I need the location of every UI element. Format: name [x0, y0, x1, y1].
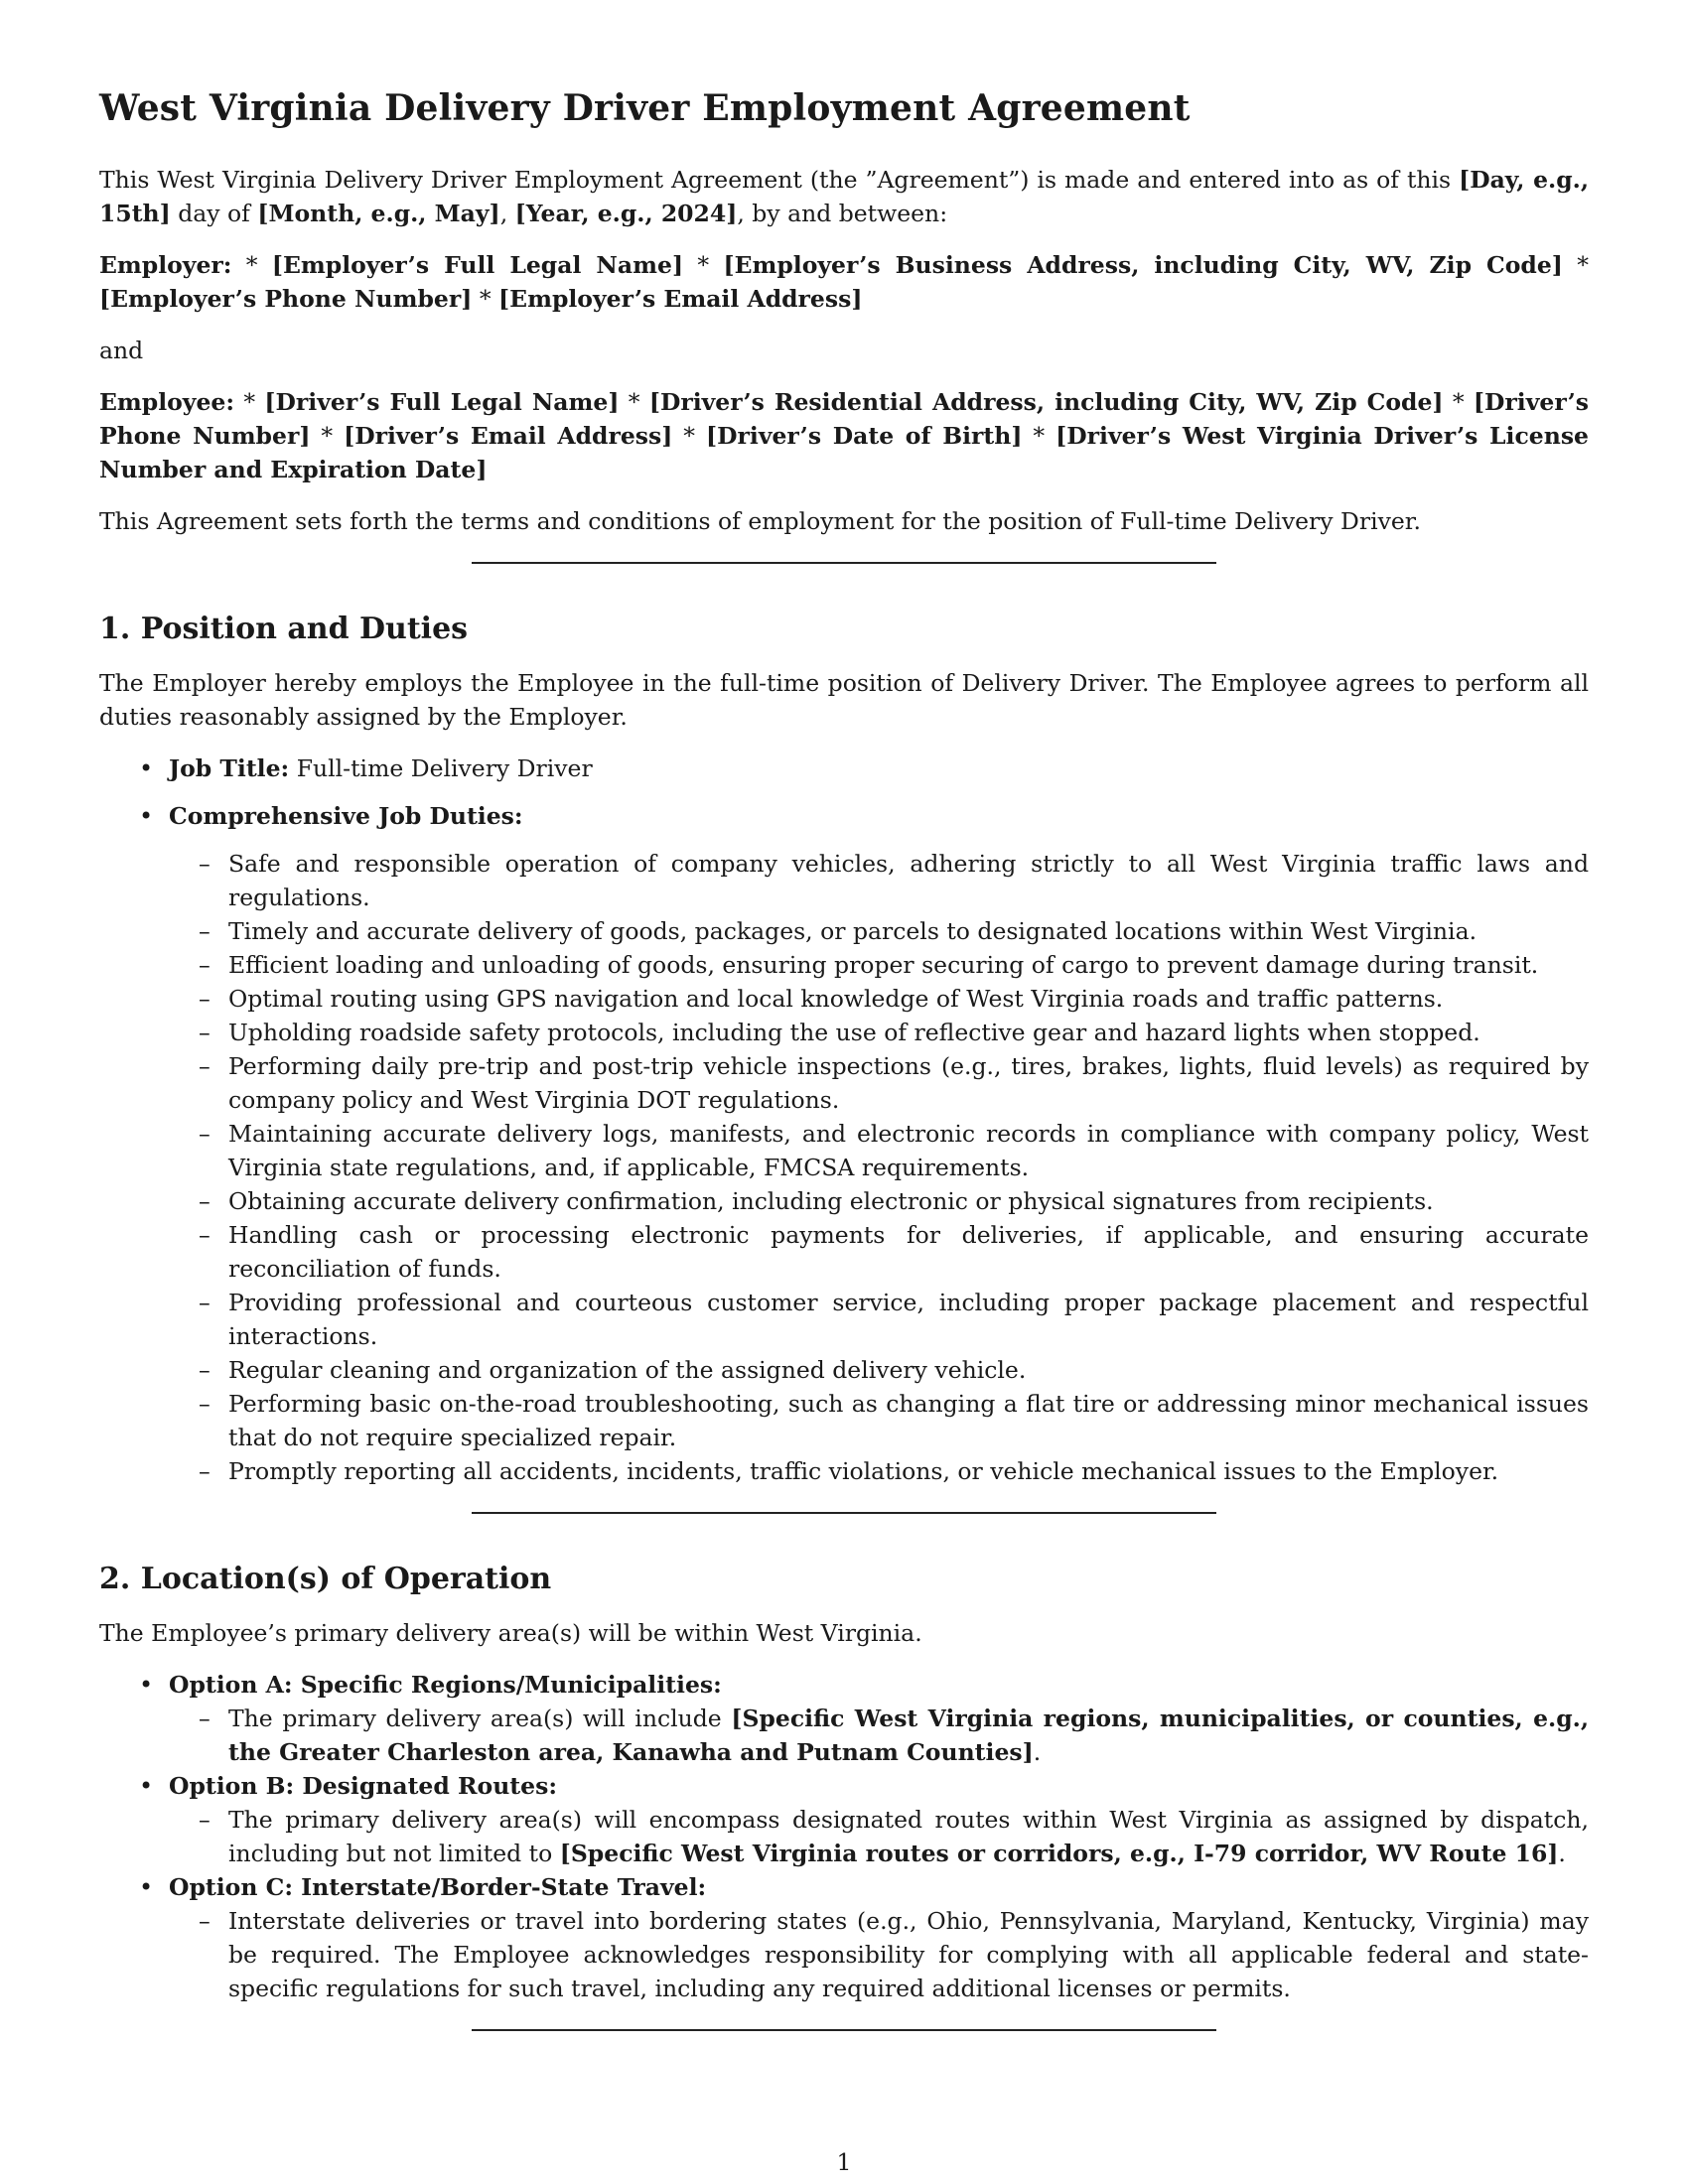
employer-name-field: [Employer’s Full Legal Name]	[271, 251, 684, 279]
employee-phone-field: [Driver’s Phone Number]	[99, 388, 1589, 450]
duty-item: – Providing professional and courteous customer service, including proper package placement and respectful interactions.	[228, 1286, 1589, 1353]
option-c-text: – Interstate deliveries or travel into bordering states (e.g., Ohio, Pennsylvania, Maryland, Kentucky, Virginia) may be required. The Employee acknowledges responsibility for complying with all applicable federal and state-specific regulations for such travel, including any required additional licenses or permits.	[228, 1904, 1589, 2005]
option-a-tail: .	[1033, 1738, 1042, 1766]
option-b-tail: .	[1558, 1840, 1566, 1867]
employee-address-field: [Driver’s Residential Address, including City, WV, Zip Code]	[648, 388, 1444, 416]
section-divider	[472, 562, 1216, 564]
section-1-heading: 1. Position and Duties	[99, 612, 469, 646]
regions-placeholder: [Specific West Virginia regions, municipalities, or counties, e.g., the Greater Charleston area, Kanawha and Putnam Counties]	[228, 1705, 1589, 1766]
option-a-label: Option A: Specific Regions/Municipalities:	[169, 1671, 722, 1699]
section-divider	[472, 1512, 1216, 1514]
routes-placeholder: [Specific West Virginia routes or corridors, e.g., I-79 corridor, WV Route 16]	[559, 1840, 1559, 1867]
option-a-text	[228, 1702, 1589, 1769]
employer-label: Employer:	[99, 251, 232, 279]
duty-item: – Safe and responsible operation of company vehicles, adhering strictly to all West Virginia traffic laws and regulations.	[228, 847, 1589, 914]
option-a-item	[169, 1668, 1589, 1769]
option-b-text	[228, 1803, 1589, 1870]
option-b-item	[169, 1769, 1589, 1870]
duty-item: – Regular cleaning and organization of the assigned delivery vehicle.	[228, 1353, 1589, 1387]
duty-item: – Performing basic on-the-road troubleshooting, such as changing a flat tire or addressing minor mechanical issues that do not require specialized repair.	[228, 1387, 1589, 1454]
employee-name-field: [Driver’s Full Legal Name]	[264, 388, 620, 416]
page-number: 1	[836, 2148, 852, 2176]
employer-phone-field: [Employer’s Phone Number]	[99, 285, 473, 313]
intro-text: ,	[499, 200, 515, 227]
option-b-label: Option B: Designated Routes:	[169, 1772, 557, 1800]
option-c-label: Option C: Interstate/Border-State Travel:	[169, 1873, 707, 1901]
employee-email-field: [Driver’s Email Address]	[344, 422, 673, 450]
job-title-value: Full-time Delivery Driver	[289, 754, 593, 782]
duty-item: – Obtaining accurate delivery confirmation, including electronic or physical signatures from recipients.	[228, 1184, 1589, 1218]
duty-item: – Optimal routing using GPS navigation and local knowledge of West Virginia roads and traffic patterns.	[228, 982, 1589, 1016]
month-placeholder: [Month, e.g., May]	[257, 200, 500, 227]
duties-list	[169, 847, 1589, 1488]
employee-license-field: [Driver’s West Virginia Driver’s License Number and Expiration Date]	[99, 422, 1589, 483]
agreement-statement: This Agreement sets forth the terms and conditions of employment for the position of Full-time Delivery Driver.	[99, 507, 1421, 535]
option-b-lead: The primary delivery area(s) will encompass designated routes within West Virginia as assigned by dispatch, including but not limited to	[228, 1806, 1589, 1867]
duty-item: – Maintaining accurate delivery logs, manifests, and electronic records in compliance with company policy, West Virginia state regulations, and, if applicable, FMCSA requirements.	[228, 1117, 1589, 1184]
option-a-lead: The primary delivery area(s) will include	[228, 1705, 732, 1732]
job-duties-label: Comprehensive Job Duties:	[169, 802, 523, 830]
section-1-list	[99, 751, 1589, 1488]
employer-block: Employer: * [Employer’s Full Legal Name] * [Employer’s Business Address, including City, WV, Zip Code] * [Employer’s Phone Number] * [Employer’s Email Address]	[99, 251, 1589, 313]
intro-text: , by and between:	[737, 200, 948, 227]
intro-paragraph	[99, 163, 1589, 230]
employer-address-field: [Employer’s Business Address, including City, WV, Zip Code]	[723, 251, 1563, 279]
employee-label: Employee:	[99, 388, 235, 416]
job-duties-item	[169, 799, 1589, 1488]
option-c-sublist	[169, 1904, 1589, 2005]
section-2-heading: 2. Location(s) of Operation	[99, 1562, 552, 1596]
and-text: and	[99, 337, 144, 364]
intro-text: This West Virginia Delivery Driver Employment Agreement (the ”Agreement”) is made and entered into as of this	[99, 166, 1460, 194]
option-b-sublist	[169, 1803, 1589, 1870]
duty-item: – Performing daily pre-trip and post-trip vehicle inspections (e.g., tires, brakes, lights, fluid levels) as required by company policy and West Virginia DOT regulations.	[228, 1049, 1589, 1117]
section-2-body: The Employee’s primary delivery area(s) will be within West Virginia.	[99, 1619, 922, 1647]
day-placeholder: [Day, e.g., 15th]	[99, 166, 1589, 227]
section-divider	[472, 2029, 1216, 2031]
employee-dob-field: [Driver’s Date of Birth]	[706, 422, 1023, 450]
duty-item: – Timely and accurate delivery of goods, packages, or parcels to designated locations within West Virginia.	[228, 914, 1589, 948]
duty-item: – Upholding roadside safety protocols, including the use of reflective gear and hazard lights when stopped.	[228, 1016, 1589, 1049]
duty-item: – Efficient loading and unloading of goods, ensuring proper securing of cargo to prevent damage during transit.	[228, 948, 1589, 982]
section-1-body: The Employer hereby employs the Employee in the full-time position of Delivery Driver. The Employee agrees to perform all duties reasonably assigned by the Employer.	[99, 669, 1589, 731]
section-2-list	[99, 1668, 1589, 2005]
option-c-item	[169, 1870, 1589, 2005]
job-title-item	[169, 751, 1589, 785]
job-title-label: Job Title:	[169, 754, 290, 782]
duty-item: – Promptly reporting all accidents, incidents, traffic violations, or vehicle mechanical issues to the Employer.	[228, 1454, 1589, 1488]
intro-text: day of	[170, 200, 258, 227]
employer-email-field: [Employer’s Email Address]	[498, 285, 863, 313]
option-a-sublist	[169, 1702, 1589, 1769]
year-placeholder: [Year, e.g., 2024]	[514, 200, 738, 227]
document-title: West Virginia Delivery Driver Employment Agreement	[99, 87, 1191, 129]
duty-item: – Handling cash or processing electronic payments for deliveries, if applicable, and ensuring accurate reconciliation of funds.	[228, 1218, 1589, 1286]
employee-block: Employee: * [Driver’s Full Legal Name] * [Driver’s Residential Address, including City, WV, Zip Code] * [Driver’s Phone Number] * [Driver’s Email Address] * [Driver’s Date of Birth] * [Driver’s West Virginia Driver’s License Number and Expiration Date]	[99, 388, 1589, 483]
